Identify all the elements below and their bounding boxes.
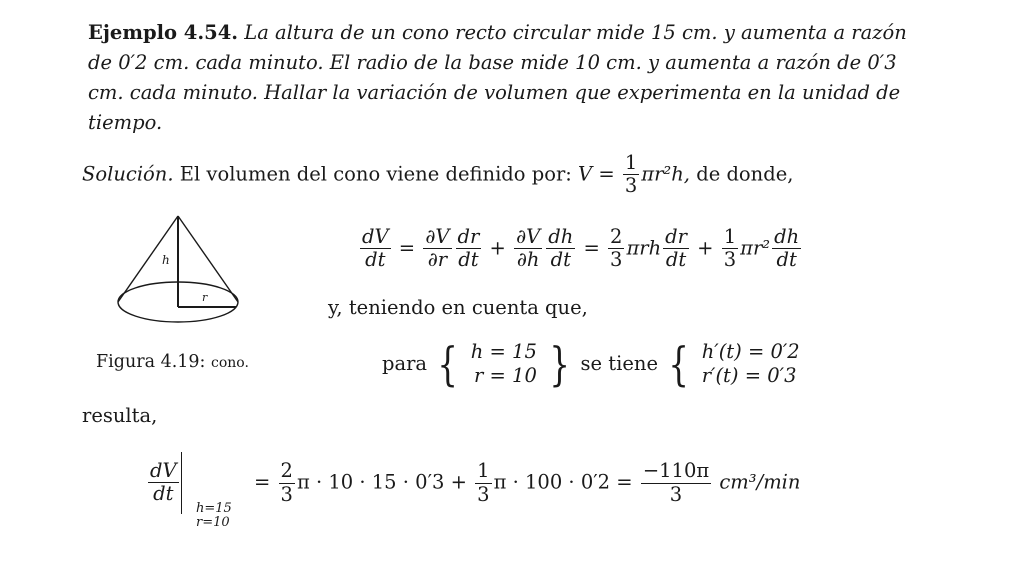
example-text: La altura de un cono recto circular mide 15 cm. y aumenta a razón de 0′2 cm. cada minuto. El radio de la base mide 10 cm. y aumenta a razón de 0′3 cm. cada minuto. Hallar la variación de volumen que experimenta en la unidad de tiempo. [88,21,907,134]
resulta-text: resulta, [82,404,158,427]
cone-right-edge [178,216,238,302]
rates: h′(t) = 0′2 r′(t) = 0′3 [701,340,800,388]
one-third-fraction: $\frac{1}{3}$ [624,151,638,198]
volume-lhs: V = [578,162,615,186]
cone-figure [112,212,244,330]
solution-label: Solución. [82,162,174,186]
para-text: para [382,351,428,375]
given-values: h = 15 r = 10 [470,340,537,388]
label-h: h [162,253,170,267]
figure-caption: Figura 4.19: cono. [96,352,249,372]
label-r: r [202,291,208,304]
transition-text: y, teniendo en cuenta que, [328,296,588,319]
solution-line [82,152,793,198]
example-statement [88,18,908,138]
evaluation-subscript: h=15 r=10 [196,501,232,530]
se-tiene-text: se tiene [580,351,659,375]
result-equation: $\frac{dV}{dt}$ = $\frac{2}{3}$ π · 10 · 15 · 0′3 + $\frac{1}{3}$ π · 100 · 0′2 = $\frac{-110\pi}{3}$ cm³/min [146,452,800,514]
derivative-equation: $\frac{dV}{dt}$ = $\frac{\partial V}{\partial r}$ $\frac{dr}{dt}$ + $\frac{\partial V}{\partial h}$ $\frac{dh}{dt}$ = $\frac{2}{3}$ πrh $\frac{dr}{dt}$ + $\frac{1}{3}$ πr² $\frac{dh}{dt}$ [362,225,800,272]
conditions: para { h = 15 r = 10 } se tiene { h′(t) = 0′2 r′(t) = 0′3 [382,337,800,392]
example-heading: Ejemplo 4.54. [88,21,239,44]
solution-suffix: de donde, [696,162,794,186]
volume-rest: πr²h, [641,162,691,186]
solution-text: El volumen del cono viene definido por: [179,162,572,186]
